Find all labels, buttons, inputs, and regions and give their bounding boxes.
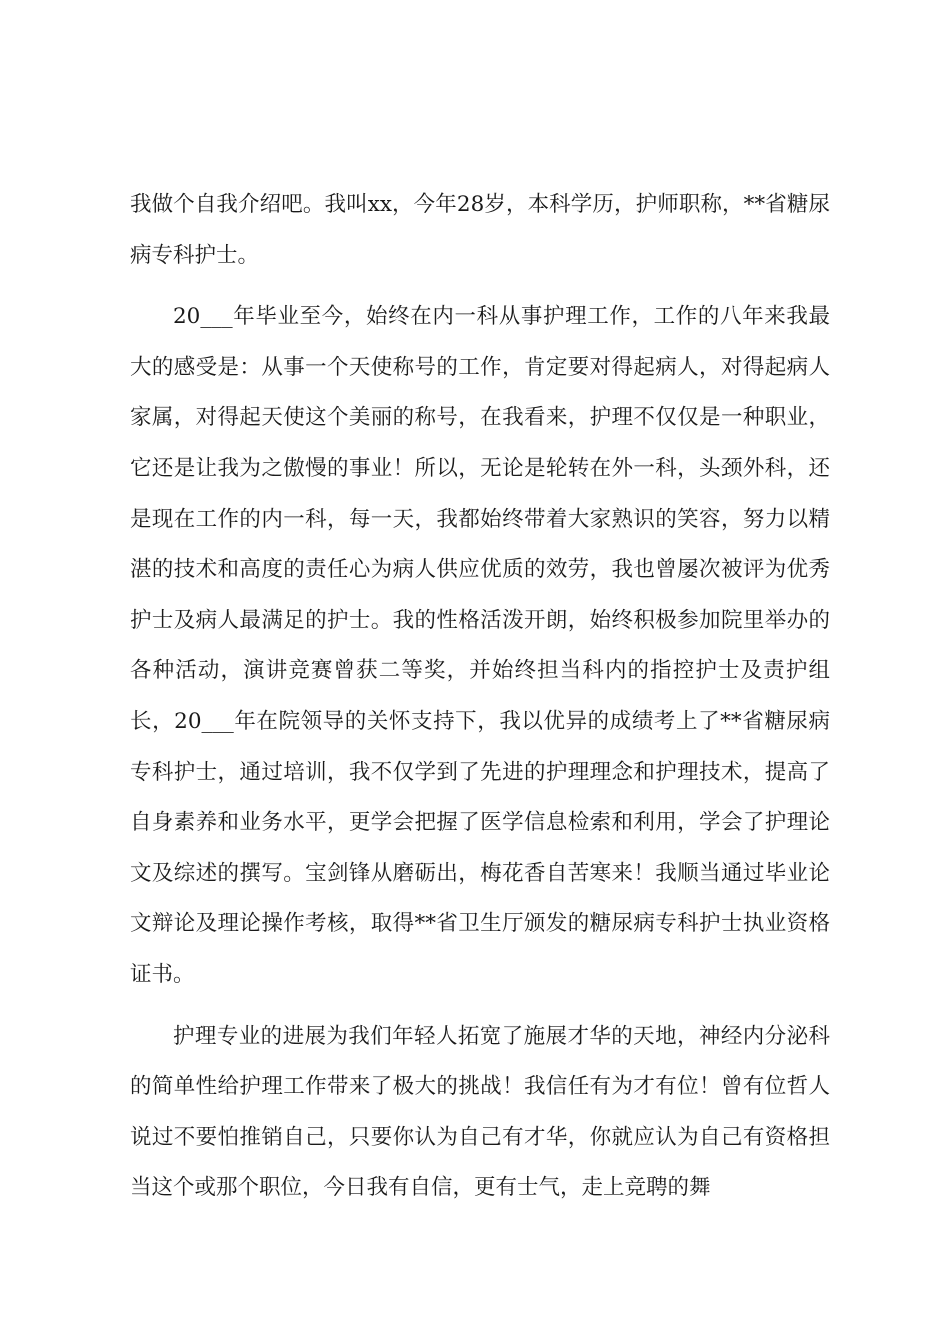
paragraph-work-experience: 20___年毕业至今，始终在内一科从事护理工作，工作的八年来我最大的感受是：从事一个天使称号的工作，肯定要对得起病人，对得起病人家属，对得起天使这个美丽的称号，在我看来，护理不仅仅是一种职业，它还是让我为之傲慢的事业！所以，无论是轮转在外一科，头颈外科，还是现在工作的内一科，每一天，我都始终带着大家熟识的笑容，努力以精湛的技术和高度的责任心为病人供应优质的效劳，我也曾屡次被评为优秀护士及病人最满足的护士。我的性格活泼开朗，始终积极参加院里举办的各种活动，演讲竞赛曾获二等奖，并始终担当科内的指控护士及责护组长，20___年在院领导的关怀支持下，我以优异的成绩考上了**省糖尿病专科护士，通过培训，我不仅学到了先进的护理理念和护理技术，提高了自身素养和业务水平，更学会把握了医学信息检索和利用，学会了护理论文及综述的撰写。宝剑锋从磨砺出，梅花香自苦寒来！我顺当通过毕业论文辩论及理论操作考核，取得**省卫生厅颁发的糖尿病专科护士执业资格证书。 — [130, 304, 830, 987]
paragraph-self-introduction: 我做个自我介绍吧。我叫xx，今年28岁，本科学历，护师职称，**省糖尿病专科护士。 — [130, 192, 830, 268]
paragraph-career-outlook: 护理专业的进展为我们年轻人拓宽了施展才华的天地，神经内分泌科的简单性给护理工作带来了极大的挑战！我信任有为才有位！曾有位哲人说过不要怕推销自己，只要你认为自己有才华，你就应认为自己有资格担当这个或那个职位，今日我有自信，更有士气，走上竞聘的舞 — [130, 1023, 830, 1201]
document-body — [130, 180, 830, 1214]
